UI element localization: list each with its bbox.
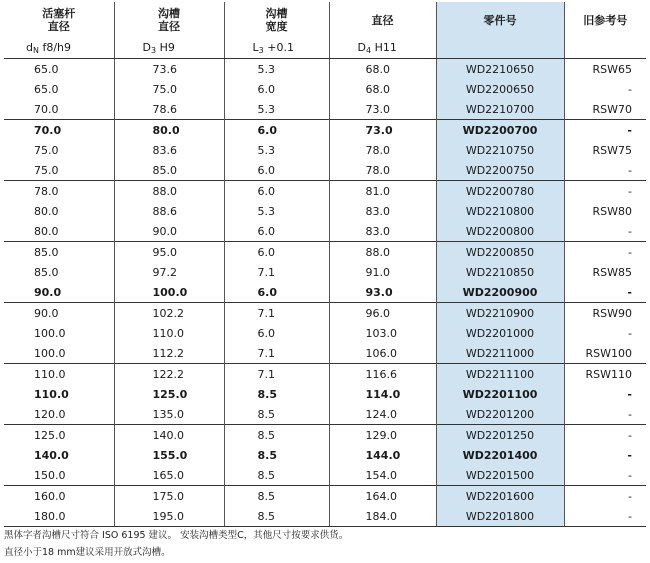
groove-width-cell: 8.5 xyxy=(224,425,329,446)
table-row xyxy=(4,486,646,507)
diameter-cell: 116.6 xyxy=(329,364,436,385)
old-reference-cell: RSW85 xyxy=(564,262,646,282)
old-reference-cell: RSW110 xyxy=(564,364,646,385)
symbol-part-blank xyxy=(436,38,564,59)
diameter-cell: 91.0 xyxy=(329,262,436,282)
symbol-old-blank xyxy=(564,38,646,59)
table-row xyxy=(4,343,646,364)
groove-diameter-cell: 135.0 xyxy=(114,404,224,425)
groove-width-cell: 6.0 xyxy=(224,79,329,99)
rod-diameter-cell: 160.0 xyxy=(4,486,114,507)
part-number-cell: WD2200900 xyxy=(436,282,564,303)
old-reference-cell: - xyxy=(564,120,646,141)
old-reference-cell: - xyxy=(564,486,646,507)
symbol-tolerance: H11 xyxy=(371,41,397,54)
old-reference-cell: - xyxy=(564,221,646,242)
old-reference-cell: - xyxy=(564,445,646,465)
groove-width-cell: 8.5 xyxy=(224,404,329,425)
rod-diameter-cell: 100.0 xyxy=(34,346,66,360)
symbol-tolerance: H9 xyxy=(156,41,175,54)
symbol-d3 xyxy=(114,38,224,59)
old-reference-cell: - xyxy=(564,181,646,202)
rod-diameter-cell: 90.0 xyxy=(4,303,114,324)
groove-diameter-cell: 110.0 xyxy=(114,323,224,343)
symbol-letter: D xyxy=(357,41,366,54)
diameter-cell: 68.0 xyxy=(329,79,436,99)
rod-diameter-cell: 110.0 xyxy=(34,387,69,401)
diameter-cell: 93.0 xyxy=(329,282,436,303)
part-number-cell: WD2201250 xyxy=(436,425,564,446)
table-body xyxy=(4,59,646,527)
old-reference-cell: RSW100 xyxy=(564,343,646,364)
header-label: 沟槽 直径 xyxy=(158,7,180,33)
groove-diameter-cell: 88.0 xyxy=(114,181,224,202)
groove-diameter-cell: 100.0 xyxy=(114,282,224,303)
diameter-cell: 81.0 xyxy=(329,181,436,202)
table-row xyxy=(4,140,646,160)
part-number-cell: WD2200700 xyxy=(436,120,564,141)
old-reference-cell: - xyxy=(564,465,646,486)
symbol-letter: d xyxy=(26,41,33,54)
rod-diameter-cell: 85.0 xyxy=(34,265,59,279)
groove-width-cell: 6.0 xyxy=(224,323,329,343)
groove-diameter-cell: 88.6 xyxy=(114,201,224,221)
groove-width-cell: 8.5 xyxy=(224,506,329,527)
diameter-cell: 96.0 xyxy=(329,303,436,324)
rod-diameter-cell: 125.0 xyxy=(4,425,114,446)
groove-diameter-cell: 125.0 xyxy=(114,384,224,404)
rod-diameter-cell: 70.0 xyxy=(34,102,59,116)
symbol-letter: L xyxy=(252,41,259,54)
header-rod-diameter xyxy=(4,2,114,38)
header-label: 旧参考号 xyxy=(583,13,628,27)
header-label: 沟槽 宽度 xyxy=(265,7,288,33)
part-number-cell: WD2200800 xyxy=(436,221,564,242)
part-number-cell: WD2210850 xyxy=(436,262,564,282)
header-old-reference xyxy=(564,2,646,38)
footnote-iso: 黑体字者沟槽尺寸符合 ISO 6195 建议。 安装沟槽类型C，其他尺寸按要求供货。 xyxy=(4,530,349,541)
footnotes xyxy=(4,527,348,561)
groove-width-cell: 6.0 xyxy=(224,181,329,202)
groove-width-cell: 5.3 xyxy=(224,99,329,120)
groove-width-cell: 6.0 xyxy=(224,120,329,141)
part-number-cell: WD2200780 xyxy=(436,181,564,202)
diameter-cell: 73.0 xyxy=(329,99,436,120)
rod-diameter-cell: 85.0 xyxy=(4,242,114,263)
groove-diameter-cell: 80.0 xyxy=(114,120,224,141)
part-number-cell: WD2210650 xyxy=(436,59,564,80)
part-number-cell: WD2210750 xyxy=(436,140,564,160)
groove-diameter-cell: 90.0 xyxy=(114,221,224,242)
part-number-cell: WD2201500 xyxy=(436,465,564,486)
groove-width-cell: 5.3 xyxy=(224,59,329,80)
diameter-cell: 114.0 xyxy=(329,384,436,404)
groove-width-cell: 7.1 xyxy=(224,364,329,385)
part-number-cell: WD2200650 xyxy=(436,79,564,99)
symbol-d4 xyxy=(329,38,436,59)
diameter-cell: 78.0 xyxy=(329,160,436,181)
groove-width-cell: 7.1 xyxy=(224,343,329,364)
header-part-number xyxy=(436,2,564,38)
old-reference-cell: - xyxy=(564,506,646,527)
groove-diameter-cell: 85.0 xyxy=(114,160,224,181)
part-number-cell: WD2211100 xyxy=(436,364,564,385)
table-row xyxy=(4,404,646,425)
groove-width-cell: 7.1 xyxy=(224,303,329,324)
diameter-cell: 83.0 xyxy=(329,201,436,221)
header-row-symbols xyxy=(4,38,646,59)
diameter-cell: 73.0 xyxy=(329,120,436,141)
table-row xyxy=(4,181,646,202)
part-number-cell: WD2200850 xyxy=(436,242,564,263)
rod-diameter-cell: 75.0 xyxy=(34,143,59,157)
groove-diameter-cell: 140.0 xyxy=(114,425,224,446)
rod-diameter-cell: 75.0 xyxy=(34,163,59,177)
groove-diameter-cell: 78.6 xyxy=(114,99,224,120)
footnote-open-groove: 直径小于18 mm建议采用开放式沟槽。 xyxy=(4,547,171,558)
groove-diameter-cell: 95.0 xyxy=(114,242,224,263)
header-groove-diameter xyxy=(114,2,224,38)
table-row xyxy=(4,323,646,343)
part-number-cell: WD2201200 xyxy=(436,404,564,425)
rod-diameter-cell: 140.0 xyxy=(34,448,69,462)
part-number-cell: WD2210900 xyxy=(436,303,564,324)
rod-diameter-cell: 80.0 xyxy=(34,204,59,218)
rod-diameter-cell: 110.0 xyxy=(4,364,114,385)
groove-width-cell: 6.0 xyxy=(224,242,329,263)
rod-diameter-cell: 120.0 xyxy=(34,407,66,421)
rod-diameter-cell: 80.0 xyxy=(34,224,59,238)
symbol-subscript: N xyxy=(32,46,39,55)
header-label: 直径 xyxy=(371,13,394,27)
header-label: 活塞杆 直径 xyxy=(42,7,76,33)
symbol-tolerance: +0.1 xyxy=(263,41,294,54)
table-row xyxy=(4,221,646,242)
part-number-cell: WD2201600 xyxy=(436,486,564,507)
rod-diameter-cell: 90.0 xyxy=(34,285,62,299)
symbol-subscript: 4 xyxy=(365,46,372,55)
part-number-cell: WD2210800 xyxy=(436,201,564,221)
table-row xyxy=(4,425,646,446)
rod-diameter-cell: 70.0 xyxy=(4,120,114,141)
part-number-cell: WD2210700 xyxy=(436,99,564,120)
header-diameter xyxy=(329,2,436,38)
rod-diameter-cell: 65.0 xyxy=(34,62,59,76)
table-row xyxy=(4,242,646,263)
rod-diameter-cell: 150.0 xyxy=(34,468,66,482)
rod-diameter-cell: 78.0 xyxy=(4,181,114,202)
groove-diameter-cell: 175.0 xyxy=(114,486,224,507)
old-reference-cell: RSW70 xyxy=(564,99,646,120)
diameter-cell: 144.0 xyxy=(329,445,436,465)
old-reference-cell: - xyxy=(564,404,646,425)
old-reference-cell: - xyxy=(564,242,646,263)
seal-dimension-table xyxy=(4,2,646,527)
old-reference-cell: RSW90 xyxy=(564,303,646,324)
diameter-cell: 124.0 xyxy=(329,404,436,425)
rod-diameter-cell: 180.0 xyxy=(4,506,114,527)
groove-width-cell: 6.0 xyxy=(224,221,329,242)
diameter-cell: 68.0 xyxy=(329,59,436,80)
diameter-cell: 184.0 xyxy=(329,506,436,527)
header-label: 零件号 xyxy=(483,13,517,27)
diameter-cell: 154.0 xyxy=(329,465,436,486)
part-number-cell: WD2211000 xyxy=(436,343,564,364)
groove-width-cell: 8.5 xyxy=(224,445,329,465)
groove-width-cell: 8.5 xyxy=(224,465,329,486)
old-reference-cell: - xyxy=(564,79,646,99)
symbol-letter: D xyxy=(142,41,151,54)
old-reference-cell: - xyxy=(564,323,646,343)
symbol-dn xyxy=(4,38,114,59)
dimension-table xyxy=(4,2,646,527)
table-row xyxy=(4,364,646,385)
symbol-tolerance: f8/h9 xyxy=(38,41,72,54)
old-reference-cell: RSW65 xyxy=(564,59,646,80)
groove-width-cell: 6.0 xyxy=(224,282,329,303)
groove-width-cell: 7.1 xyxy=(224,262,329,282)
old-reference-cell: - xyxy=(564,160,646,181)
groove-diameter-cell: 195.0 xyxy=(114,506,224,527)
table-row xyxy=(4,384,646,404)
diameter-cell: 78.0 xyxy=(329,140,436,160)
table-row xyxy=(4,120,646,141)
groove-diameter-cell: 155.0 xyxy=(114,445,224,465)
table-row xyxy=(4,445,646,465)
table-row xyxy=(4,201,646,221)
table-row xyxy=(4,262,646,282)
groove-diameter-cell: 97.2 xyxy=(114,262,224,282)
groove-diameter-cell: 165.0 xyxy=(114,465,224,486)
part-number-cell: WD2200750 xyxy=(436,160,564,181)
table-row xyxy=(4,465,646,486)
groove-diameter-cell: 102.2 xyxy=(114,303,224,324)
diameter-cell: 103.0 xyxy=(329,323,436,343)
table-row xyxy=(4,506,646,527)
diameter-cell: 83.0 xyxy=(329,221,436,242)
old-reference-cell: RSW80 xyxy=(564,201,646,221)
rod-diameter-cell: 65.0 xyxy=(34,82,59,96)
groove-width-cell: 6.0 xyxy=(224,160,329,181)
part-number-cell: WD2201400 xyxy=(436,445,564,465)
groove-diameter-cell: 83.6 xyxy=(114,140,224,160)
groove-diameter-cell: 122.2 xyxy=(114,364,224,385)
groove-diameter-cell: 112.2 xyxy=(114,343,224,364)
table-row xyxy=(4,59,646,80)
header-row-chinese xyxy=(4,2,646,38)
diameter-cell: 129.0 xyxy=(329,425,436,446)
symbol-l3 xyxy=(224,38,329,59)
groove-diameter-cell: 73.6 xyxy=(114,59,224,80)
table-row xyxy=(4,303,646,324)
groove-width-cell: 5.3 xyxy=(224,201,329,221)
diameter-cell: 88.0 xyxy=(329,242,436,263)
header-groove-width xyxy=(224,2,329,38)
old-reference-cell: - xyxy=(564,425,646,446)
groove-width-cell: 8.5 xyxy=(224,486,329,507)
table-row xyxy=(4,160,646,181)
groove-width-cell: 5.3 xyxy=(224,140,329,160)
part-number-cell: WD2201100 xyxy=(436,384,564,404)
symbol-subscript: 3 xyxy=(258,46,264,55)
old-reference-cell: - xyxy=(564,384,646,404)
part-number-cell: WD2201000 xyxy=(436,323,564,343)
old-reference-cell: RSW75 xyxy=(564,140,646,160)
diameter-cell: 164.0 xyxy=(329,486,436,507)
old-reference-cell: - xyxy=(564,282,646,303)
table-row xyxy=(4,99,646,120)
rod-diameter-cell: 100.0 xyxy=(34,326,66,340)
groove-diameter-cell: 75.0 xyxy=(114,79,224,99)
groove-width-cell: 8.5 xyxy=(224,384,329,404)
table-row xyxy=(4,282,646,303)
diameter-cell: 106.0 xyxy=(329,343,436,364)
table-row xyxy=(4,79,646,99)
symbol-subscript: 3 xyxy=(150,46,157,55)
part-number-cell: WD2201800 xyxy=(436,506,564,527)
